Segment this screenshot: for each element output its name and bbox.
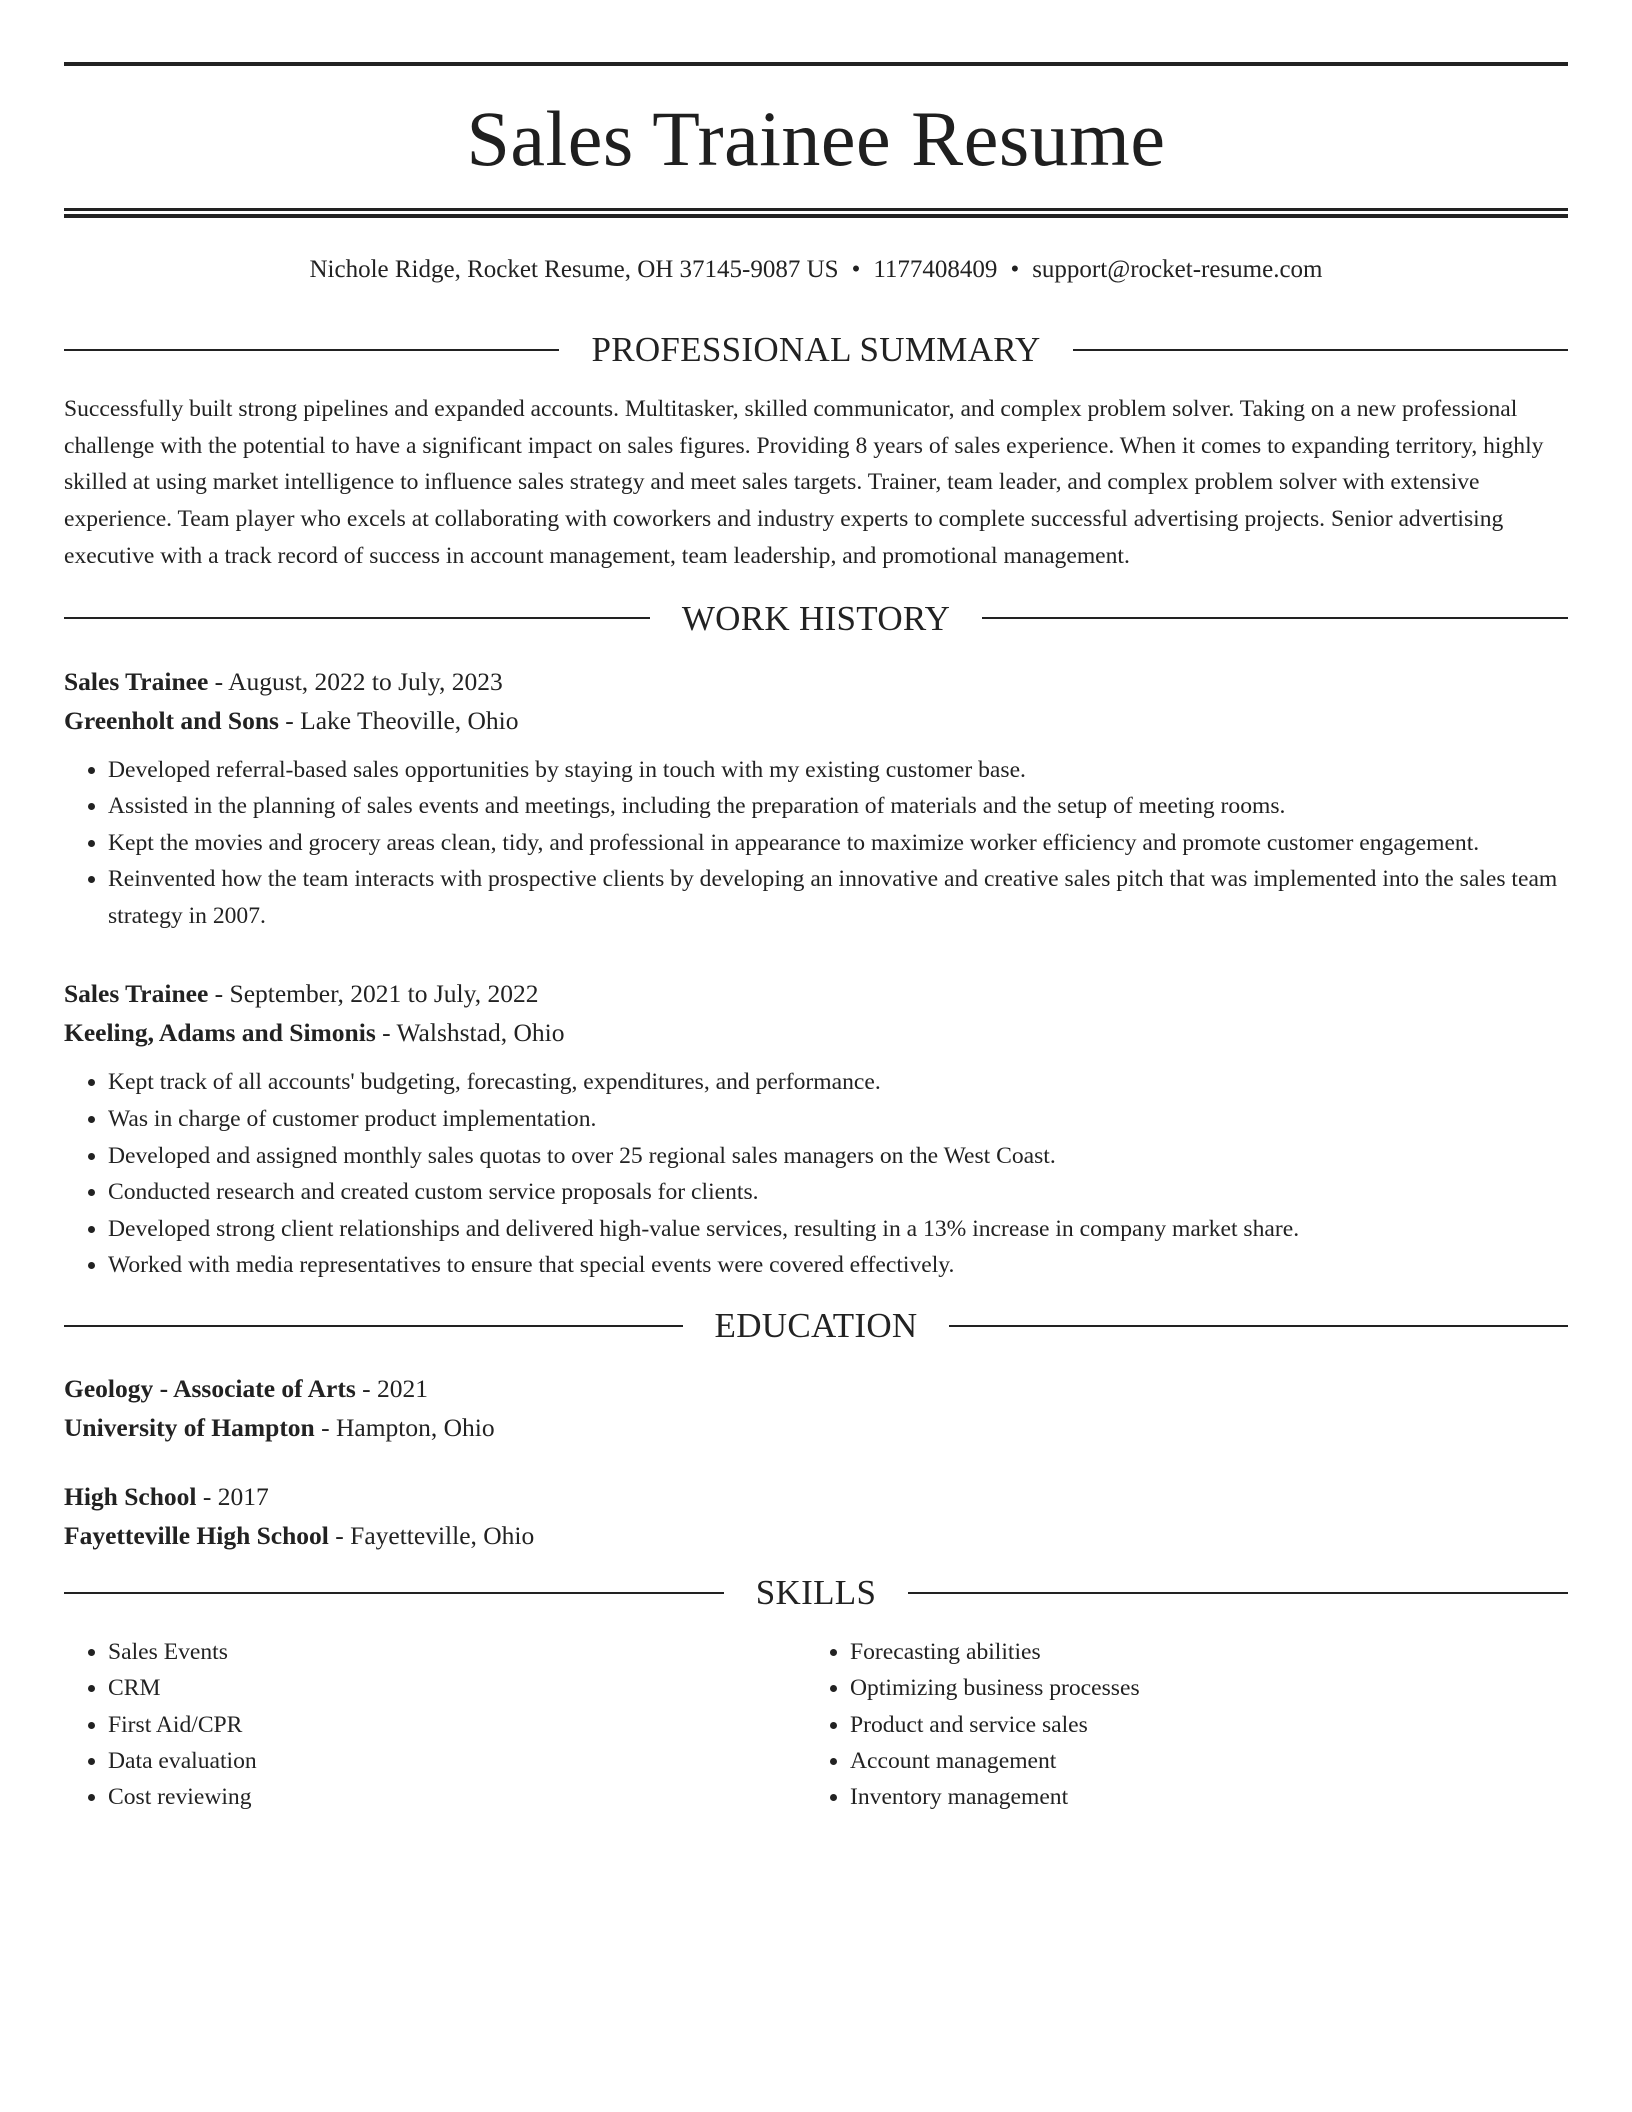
summary-text: Successfully built strong pipelines and expanded accounts. Multitasker, skilled communicator, and complex problem solver. Taking on a new professional challenge with the potential to have a significant impact on sales figures. Providing 8 years of sales experience. When it comes to expanding territory, highly skilled at using market intelligence to influence sales strategy and meet sales targets. Trainer, team leader, and complex problem solver with extensive experience. Team player who excels at collaborating with coworkers and industry experts to complete successful advertising projects. Senior advertising executive with a track record of success in account management, team leadership, and promotional management.	[64, 396, 1544, 569]
section-title: EDUCATION	[714, 1306, 918, 1346]
education-entry	[64, 1477, 1568, 1555]
contact-line	[64, 256, 1568, 284]
skill-item: • First Aid/CPR	[108, 1707, 806, 1743]
skill-item: • Forecasting abilities	[850, 1634, 1140, 1670]
contact-address: Nichole Ridge, Rocket Resume, OH 37145-9087 US	[309, 256, 839, 283]
list-item: • Was in charge of customer product implementation.	[108, 1101, 1568, 1138]
job-dates: - August, 2022 to July, 2023	[208, 666, 503, 696]
job-entry	[64, 974, 1568, 1284]
heading-rule	[982, 617, 1568, 619]
edu-degree-line	[64, 1369, 1568, 1408]
skills-list	[64, 1634, 1568, 1815]
job-title: Sales Trainee	[64, 979, 209, 1009]
heading-rule	[1073, 349, 1568, 351]
job-bullets	[64, 752, 1568, 935]
list-item: • Developed referral-based sales opportunities by staying in touch with my existing customer base.	[108, 752, 1568, 789]
education-entry	[64, 1369, 1568, 1447]
resume-page	[64, 0, 1568, 1816]
edu-degree: Geology - Associate of Arts	[64, 1374, 356, 1404]
job-company-line	[64, 701, 1568, 740]
edu-degree-line	[64, 1477, 1568, 1516]
job-dates: - September, 2021 to July, 2022	[208, 979, 539, 1009]
heading-rule	[64, 1592, 724, 1594]
top-rule	[64, 62, 1568, 66]
job-title: Sales Trainee	[64, 666, 209, 696]
skill-item: • Sales Events	[108, 1634, 806, 1670]
edu-year: - 2021	[355, 1374, 429, 1404]
skills-column-right	[806, 1634, 1140, 1815]
section-heading-summary	[64, 332, 1568, 367]
job-company: Keeling, Adams and Simonis	[64, 1018, 376, 1048]
skill-item: • CRM	[108, 1670, 806, 1706]
skill-item: • Cost reviewing	[108, 1779, 806, 1815]
section-title: WORK HISTORY	[681, 598, 951, 638]
title-double-rule	[64, 208, 1568, 218]
skill-item: • Account management	[850, 1743, 1140, 1779]
job-title-line	[64, 662, 1568, 701]
skill-item: • Optimizing business processes	[850, 1670, 1140, 1706]
job-company: Greenholt and Sons	[64, 705, 279, 735]
edu-school-line	[64, 1408, 1568, 1447]
contact-email: support@rocket-resume.com	[1032, 256, 1323, 283]
list-item: • Conducted research and created custom service proposals for clients.	[108, 1174, 1568, 1211]
job-entry	[64, 662, 1568, 935]
edu-school: Fayetteville High School	[64, 1521, 329, 1551]
edu-degree: High School	[64, 1482, 197, 1512]
skill-item: • Product and service sales	[850, 1707, 1140, 1743]
skill-item: • Inventory management	[850, 1779, 1140, 1815]
skills-column-left	[64, 1634, 806, 1815]
edu-location: - Hampton, Ohio	[314, 1413, 495, 1443]
heading-rule	[64, 617, 650, 619]
edu-school: University of Hampton	[64, 1413, 315, 1443]
list-item: • Developed and assigned monthly sales quotas to over 25 regional sales managers on the West Coast.	[108, 1138, 1568, 1175]
job-bullets	[64, 1064, 1568, 1284]
list-item: • Kept the movies and grocery areas clean, tidy, and professional in appearance to maximize worker efficiency and promote customer engagement.	[108, 825, 1568, 862]
list-item: • Kept track of all accounts' budgeting, forecasting, expenditures, and performance.	[108, 1064, 1568, 1101]
heading-rule	[64, 349, 559, 351]
job-title-line	[64, 974, 1568, 1013]
contact-separator: •	[1010, 256, 1020, 283]
list-item: • Worked with media representatives to ensure that special events were covered effectively.	[108, 1247, 1568, 1284]
edu-school-line	[64, 1516, 1568, 1555]
contact-phone: 1177408409	[873, 256, 998, 283]
section-title: SKILLS	[755, 1573, 877, 1613]
edu-location: - Fayetteville, Ohio	[328, 1521, 535, 1551]
heading-rule	[908, 1592, 1568, 1594]
page-title: Sales Trainee Resume	[466, 95, 1166, 182]
job-company-line	[64, 1013, 1568, 1052]
section-heading-education	[64, 1306, 1568, 1346]
section-title: PROFESSIONAL SUMMARY	[591, 330, 1041, 369]
list-item: • Assisted in the planning of sales events and meetings, including the preparation of materials and the setup of meeting rooms.	[108, 788, 1568, 825]
list-item: • Reinvented how the team interacts with prospective clients by developing an innovative and creative sales pitch that was implemented into the sales team strategy in 2007.	[108, 861, 1568, 934]
job-location: - Walshstad, Ohio	[375, 1018, 565, 1048]
contact-separator: •	[851, 256, 861, 283]
heading-rule	[949, 1325, 1568, 1327]
job-location: - Lake Theoville, Ohio	[278, 705, 519, 735]
edu-year: - 2017	[196, 1482, 269, 1512]
list-item: • Developed strong client relationships and delivered high-value services, resulting in a 13% increase in company market share.	[108, 1211, 1568, 1248]
heading-rule	[64, 1325, 683, 1327]
skill-item: • Data evaluation	[108, 1743, 806, 1779]
section-heading-skills	[64, 1573, 1568, 1613]
section-heading-work	[64, 598, 1568, 638]
